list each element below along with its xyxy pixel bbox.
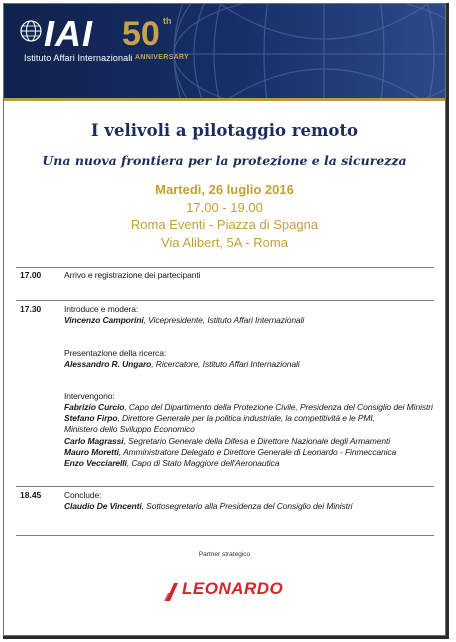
page-shadow-right [446,3,449,639]
speaker-role: , Segretario Generale della Difesa e Direttore Nazionale degli Armamenti [123,436,391,446]
speaker-name: Fabrizio Curcio [64,402,125,412]
speaker-role: , Vicepresidente, Istituto Affari Internazionali [143,315,305,325]
event-venue: Roma Eventi - Piazza di Spagna [130,217,319,232]
logo-iai: IAI [44,13,94,54]
agenda-label: Conclude: [64,490,102,500]
agenda-item: Arrivo e registrazione dei partecipanti [64,270,201,280]
logo-subtitle: Istituto Affari Internazionali [24,53,133,63]
speaker-line [64,501,352,511]
page-shadow-bottom [3,636,449,639]
header-banner [4,4,445,98]
globe-logo-icon [20,20,42,42]
logo-50: 50 [122,15,160,53]
speaker-line [64,359,300,369]
speaker-line [64,458,279,468]
speaker-role: , Amministratore Delegato e Direttore Generale di Leonardo - Finmeccanica [118,447,397,457]
agenda-label: Presentazione della ricerca: [64,348,167,358]
speaker-name: Vincenzo Camporini [64,315,144,325]
logo-th: th [163,16,172,26]
divider [16,486,434,487]
partner-name: LEONARDO [182,579,284,598]
speaker-name: Carlo Magrassi [64,436,124,446]
invitation-page [3,3,446,636]
gold-divider [4,98,445,101]
speaker-line [64,436,390,446]
speaker-role: , Capo del Dipartimento della Protezione Civile, Presidenza del Consiglio dei Ministri [124,402,433,412]
time-slot: 18.45 [20,490,42,500]
speaker-role: , Capo di Stato Maggiore dell'Aeronautica [126,458,280,468]
speaker-role: , Ricercatore, Istituto Affari Internazionali [151,359,300,369]
event-date: Martedì, 26 luglio 2016 [155,182,294,197]
agenda-label: Introduce e modera: [64,304,139,314]
time-slot: 17.30 [20,304,42,314]
speaker-line [64,413,375,423]
event-time: 17.00 - 19.00 [186,200,263,215]
globe-graphic [154,4,445,98]
divider [16,535,434,536]
speaker-role: Ministero dello Sviluppo Economico [64,424,195,434]
time-slot: 17.00 [20,270,42,280]
speaker-name: Alessandro R. Ungaro [64,359,152,369]
speaker-role: , Direttore Generale per la politica industriale, la competitività e le PMI, [117,413,375,423]
partner-label: Partner strategico [198,551,251,558]
divider [16,300,434,301]
speaker-name: Mauro Moretti [64,447,119,457]
speaker-name: Stefano Firpo [64,413,118,423]
speaker-line [64,447,396,457]
agenda-label: Intervengono: [64,391,115,401]
event-subtitle: Una nuova frontiera per la protezione e la sicurezza [42,153,407,168]
speaker-role: , Sottosegretario alla Presidenza del Consiglio dei Ministri [141,501,353,511]
speaker-line [64,424,195,434]
leonardo-logo-icon [164,581,180,603]
speaker-line [64,315,304,325]
event-title: I velivoli a pilotaggio remoto [90,121,359,140]
speaker-name: Claudio De Vincenti [64,501,142,511]
divider [16,267,434,268]
speaker-name: Enzo Vecciarelli [64,458,127,468]
speaker-line [64,402,433,412]
event-address: Via Alibert, 5A - Roma [161,235,288,250]
logo-anniversary: ANNIVERSARY [135,54,189,61]
